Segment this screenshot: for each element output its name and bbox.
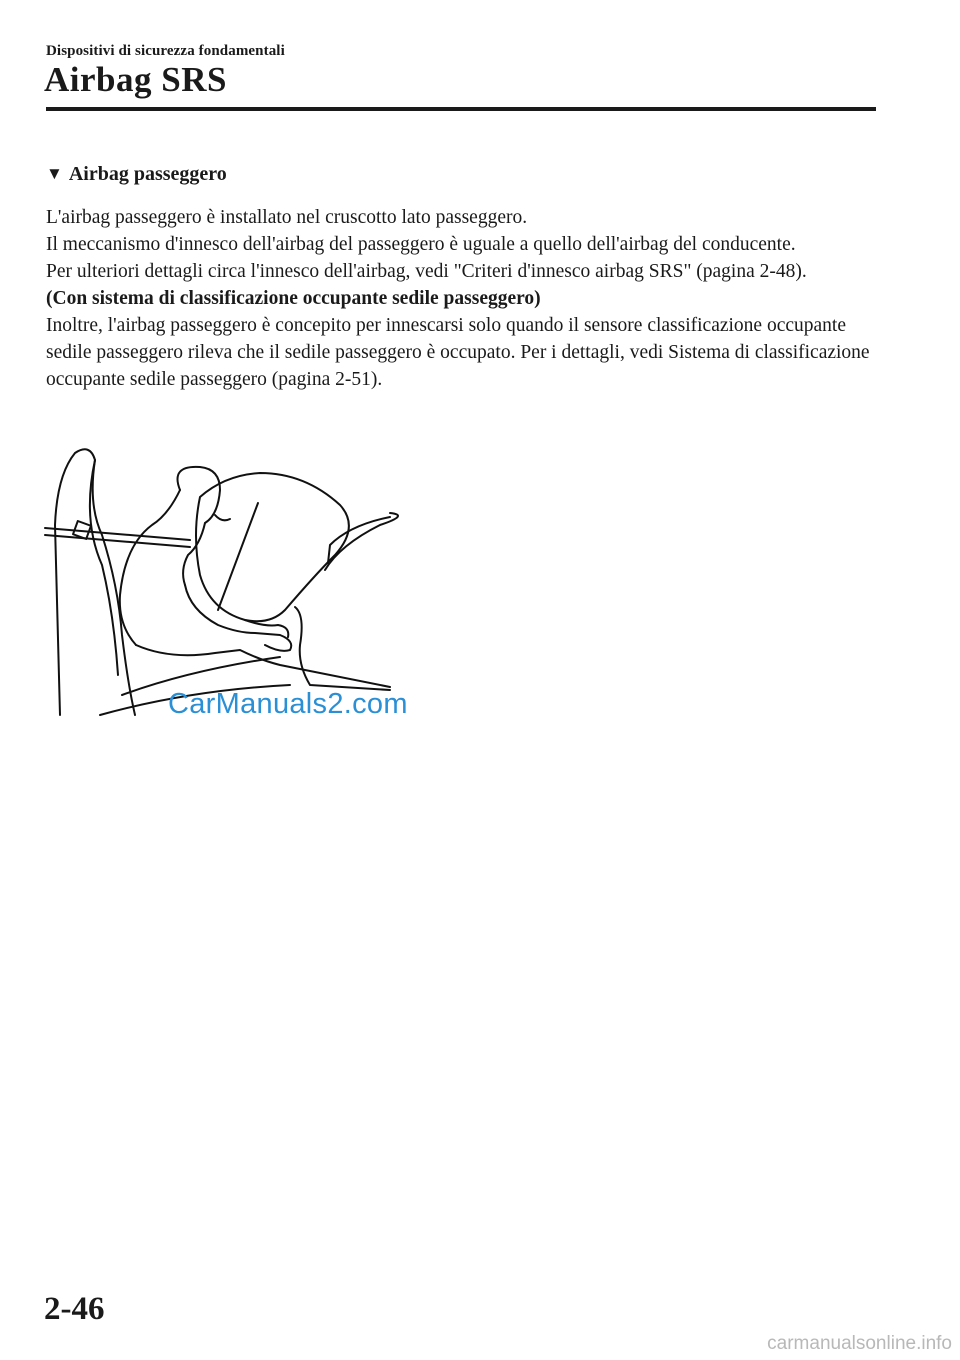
seat-back	[55, 449, 135, 715]
section-label: Dispositivi di sicurezza fondamentali	[46, 43, 285, 59]
paragraph-condition-heading: (Con sistema di classificazione occupante sedile passeggero)	[46, 288, 541, 309]
page-number: 2-46	[44, 1291, 105, 1327]
seat-belt	[45, 528, 190, 547]
paragraph-mechanism: Il meccanismo d'innesco dell'airbag del passeggero è uguale a quello dell'airbag del conducente.	[46, 234, 796, 255]
page-title: Airbag SRS	[44, 60, 227, 99]
airbag-seam	[218, 503, 258, 610]
body-text	[46, 204, 876, 393]
paragraph-occupant-sensor: Inoltre, l'airbag passeggero è concepito per innescarsi solo quando il sensore classificazione occupante sedile passeggero rileva che il sedile passeggero è occupato. Per i dettagli, vedi Sistema di classificazione occupante sedile passeggero (pagina 2-51).	[46, 315, 870, 390]
seat-cushion	[136, 645, 390, 687]
occupant-back	[120, 490, 180, 645]
seat-back-inner	[90, 460, 118, 675]
paragraph-installation: L'airbag passeggero è installato nel cruscotto lato passeggero.	[46, 207, 528, 228]
paragraph-reference: Per ulteriori dettagli circa l'innesco dell'airbag, vedi "Criteri d'innesco airbag SRS" (pagina 2-48).	[46, 261, 807, 282]
watermark: CarManuals2.com	[168, 688, 408, 720]
occupant-chest	[183, 523, 205, 585]
airbag-fold	[215, 515, 230, 520]
subheading	[46, 163, 227, 186]
occupant-head	[178, 467, 221, 523]
subheading-text: Airbag passeggero	[68, 163, 227, 185]
title-divider	[46, 107, 876, 111]
footer-site: carmanualsonline.info	[767, 1333, 952, 1354]
triangle-down-icon: ▼	[46, 164, 63, 183]
